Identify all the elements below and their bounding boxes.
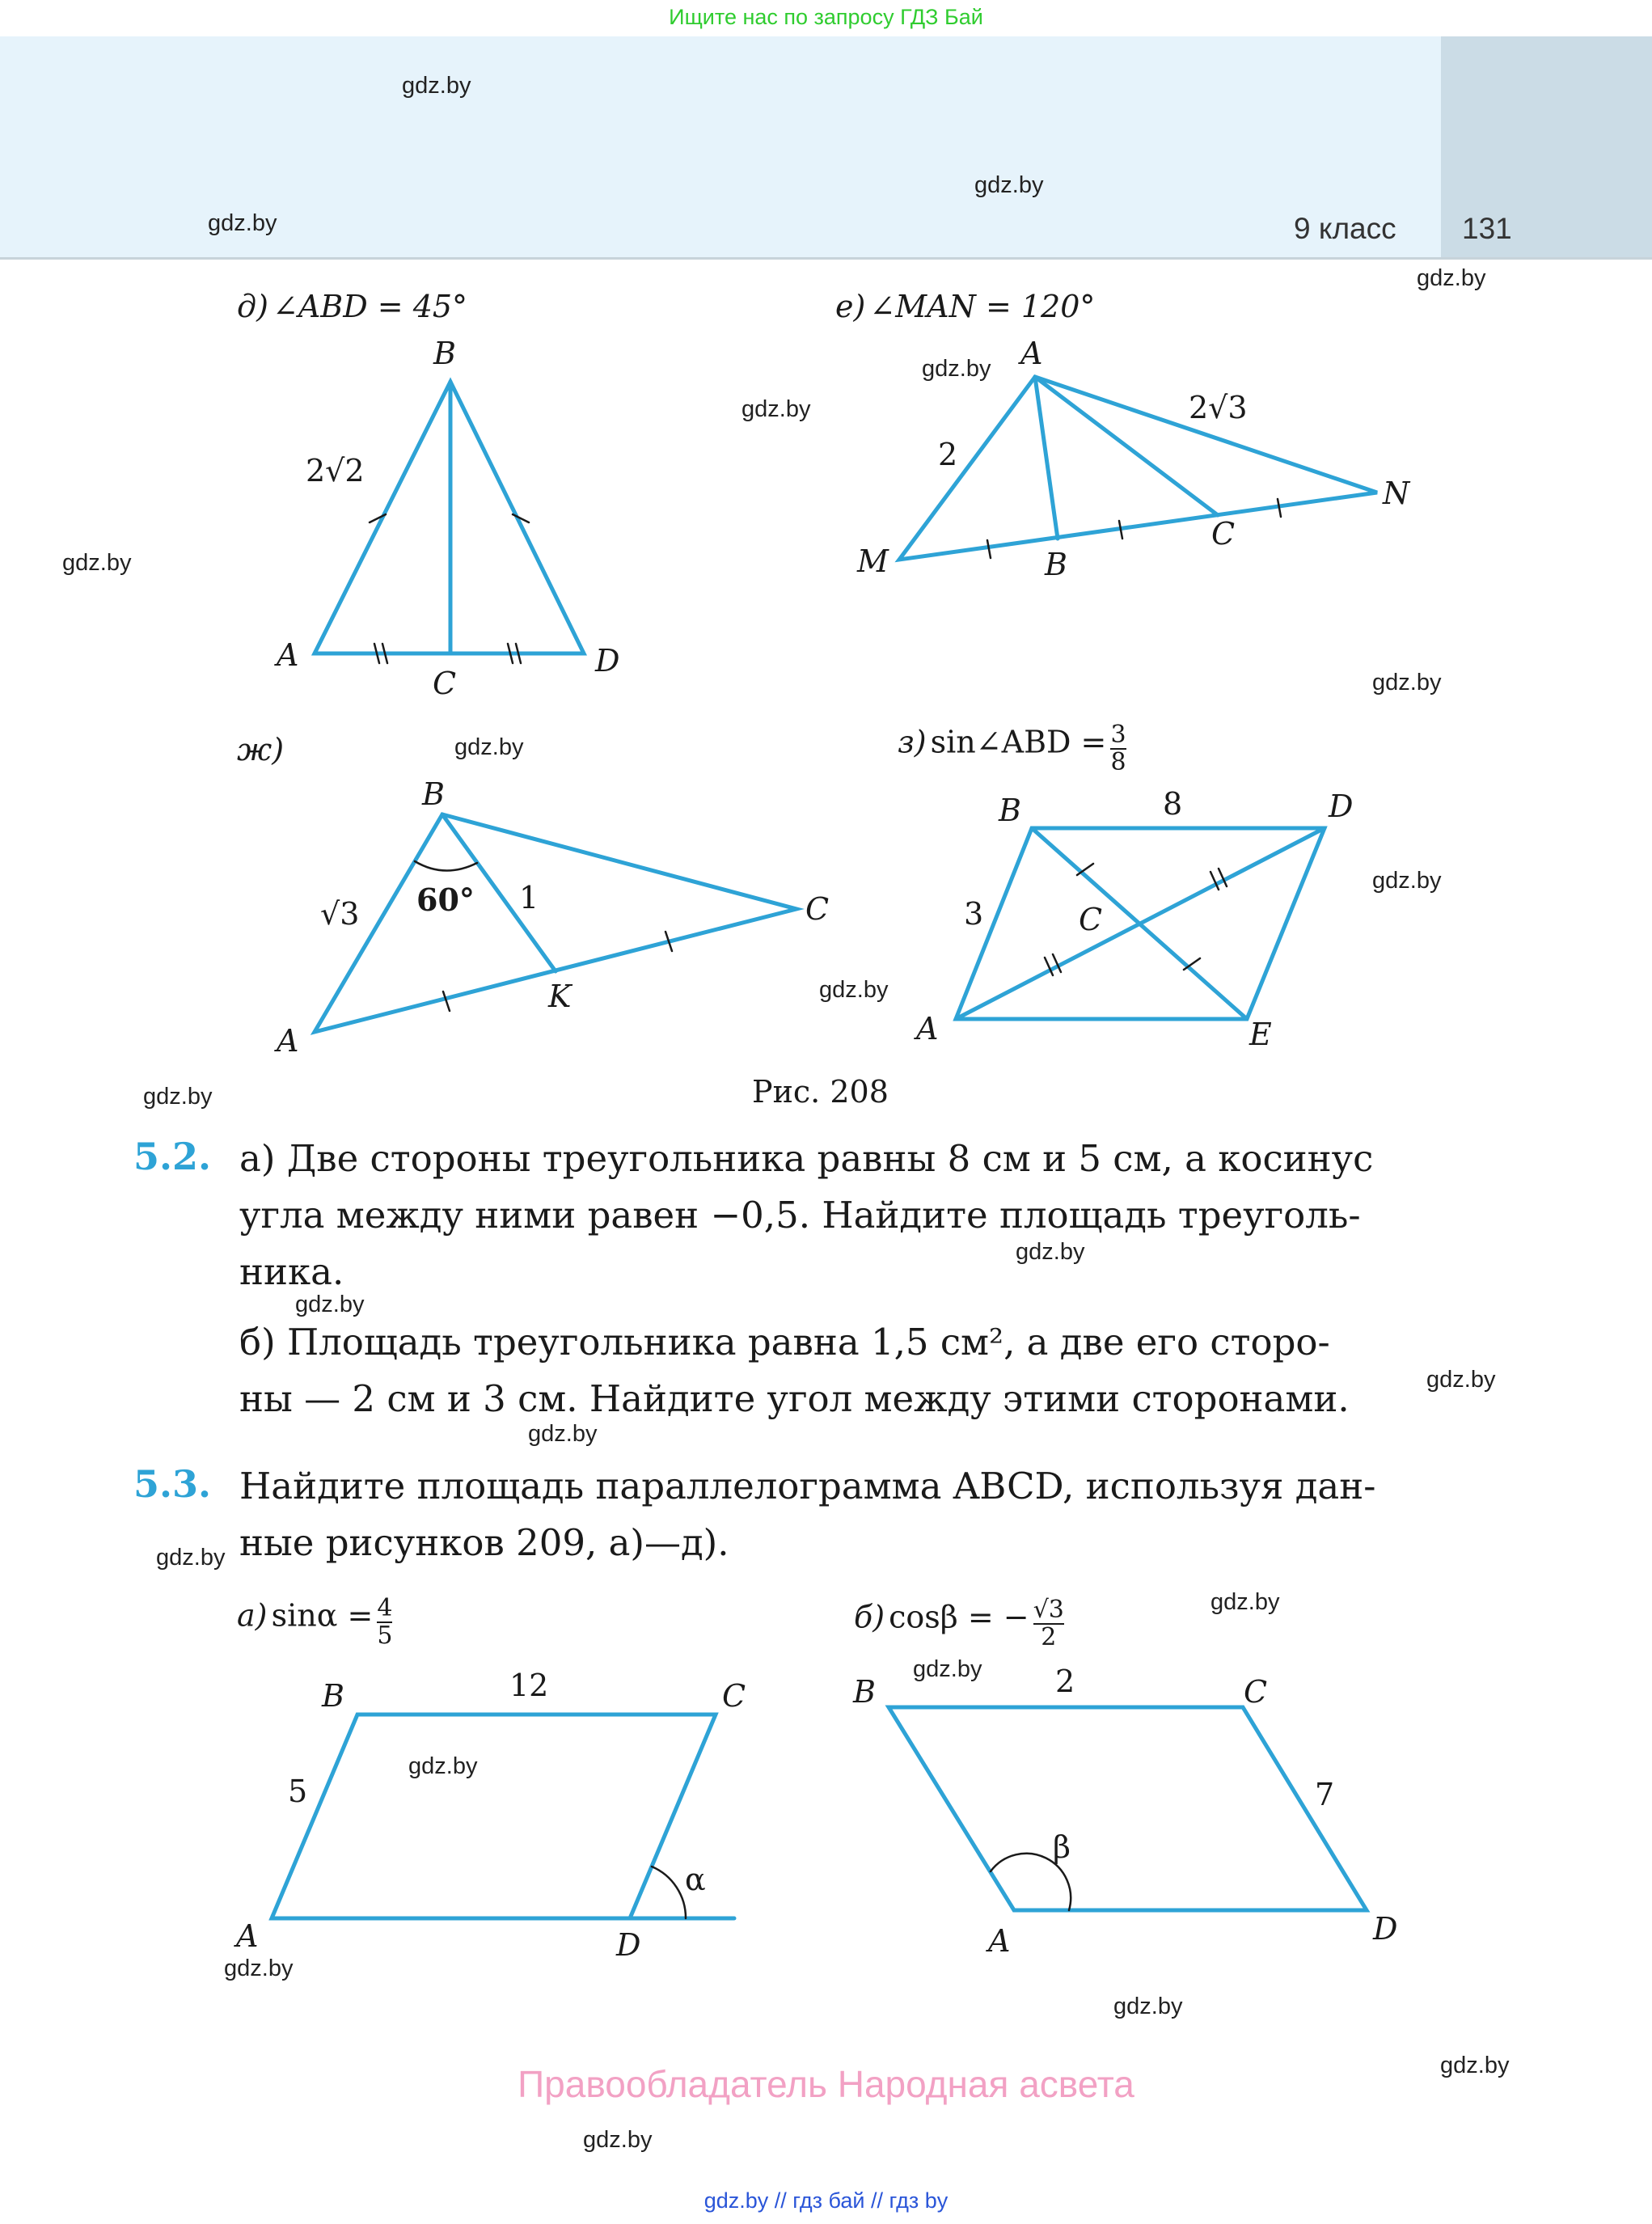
vertex-label: C <box>433 666 457 701</box>
side-length-label: 12 <box>509 1668 549 1703</box>
fig208-e-caption: е) ∠MAN = 120° <box>835 289 1096 324</box>
vertex-label: K <box>548 979 572 1014</box>
angle-alpha-arc <box>652 1867 686 1918</box>
watermark: gdz.by <box>741 396 811 422</box>
task-number-5-3: 5.3. <box>133 1462 212 1506</box>
watermark: gdz.by <box>295 1292 365 1317</box>
fig208-z-caption: з) sin∠ABD = $\frac{3}{8}$ <box>898 721 1126 776</box>
task-5-3-text <box>239 1458 1444 1571</box>
vertex-label: D <box>1329 789 1354 824</box>
fig209-a-caption: а) $\sin\alpha = \frac{4}{5}$ <box>237 1594 393 1650</box>
angle-label: α <box>685 1862 706 1897</box>
fig208-d-caption: д) ∠ABD = 45° <box>237 289 468 324</box>
fraction-numerator: 3 <box>1110 721 1126 749</box>
segment-ab <box>1035 377 1058 539</box>
vertex-label: A <box>988 1923 1011 1959</box>
watermark: gdz.by <box>1372 868 1442 894</box>
task-line: угла между ними равен −0,5. Найдите площадь треуголь- <box>239 1194 1361 1237</box>
vertex-label: C <box>1079 902 1103 937</box>
vertex-label: D <box>1373 1911 1398 1947</box>
vertex-label: B <box>853 1674 876 1710</box>
copyright-holder: Правообладатель Народная асвета <box>518 2063 1134 2105</box>
watermark: gdz.by <box>583 2127 653 2153</box>
side-length-label: 2 <box>938 437 958 472</box>
watermark: gdz.by <box>408 1753 478 1779</box>
vertex-label: A <box>916 1011 939 1046</box>
triangle-man <box>899 377 1377 560</box>
angle-label: 60° <box>416 882 475 918</box>
vertex-label: B <box>999 793 1021 828</box>
task-line: ные рисунков 209, а)—д). <box>239 1521 729 1564</box>
watermark: gdz.by <box>454 734 524 760</box>
bottom-links[interactable]: gdz.by // гдз бай // гдз by <box>703 2188 949 2213</box>
fig209-b-drawing <box>889 1707 1367 1910</box>
watermark: gdz.by <box>62 550 132 576</box>
vertex-label: C <box>1211 516 1236 552</box>
fraction-numerator: √3 <box>1033 1596 1064 1624</box>
side-length-label: 7 <box>1315 1777 1335 1812</box>
fig208-d-drawing <box>315 382 584 663</box>
vertex-label: C <box>805 891 830 927</box>
vertex-label: B <box>1045 547 1067 582</box>
task-line: а) Две стороны треугольника равны 8 см и 5 см, а косинус <box>239 1137 1374 1180</box>
side-length-label: 3 <box>964 896 984 932</box>
vertex-label: D <box>616 1927 641 1963</box>
fig209-a-drawing <box>272 1715 734 1918</box>
vertex-label: M <box>857 543 889 579</box>
figure-208-title: Рис. 208 <box>752 1074 889 1110</box>
side-length-label: 2 <box>1055 1664 1075 1699</box>
watermark: gdz.by <box>528 1421 598 1447</box>
watermark: gdz.by <box>1016 1239 1085 1265</box>
side-length-label: 1 <box>519 880 539 915</box>
fraction-numerator: 4 <box>377 1594 393 1622</box>
vertex-label: N <box>1383 476 1410 511</box>
fig208-z-drawing <box>956 828 1325 1019</box>
watermark: gdz.by <box>402 73 471 99</box>
side-length-label: 2√2 <box>306 453 365 488</box>
watermark: gdz.by <box>1426 1367 1496 1393</box>
vertex-label: A <box>277 1023 299 1059</box>
grade-label: 9 класс <box>1294 212 1396 245</box>
vertex-label: A <box>1020 336 1043 371</box>
watermark: gdz.by <box>143 1084 213 1110</box>
watermark: gdz.by <box>922 356 991 382</box>
task-line: ника. <box>239 1250 344 1293</box>
vertex-label: A <box>236 1918 259 1954</box>
watermark: gdz.by <box>156 1545 226 1571</box>
watermark: gdz.by <box>974 172 1044 198</box>
side-length-label: 5 <box>288 1774 308 1809</box>
fig208-e-drawing <box>899 377 1377 560</box>
vertex-label: B <box>433 336 456 371</box>
vertex-label: E <box>1249 1017 1272 1052</box>
fig209-b-caption: б) cosβ = − $\frac{√3}{2}$ <box>854 1596 1064 1651</box>
vertex-label: B <box>322 1678 344 1714</box>
vertex-label: D <box>595 643 620 679</box>
top-banner: Ищите нас по запросу ГДЗ Бай <box>669 5 983 29</box>
watermark: gdz.by <box>1210 1589 1280 1615</box>
diagonal-ad <box>956 828 1325 1019</box>
task-line: Найдите площадь параллелограмма ABCD, используя дан- <box>239 1465 1376 1507</box>
vertex-label: B <box>422 776 445 812</box>
page-number: 131 <box>1462 212 1512 245</box>
watermark: gdz.by <box>1113 1994 1183 2019</box>
parallelogram-abcd <box>889 1707 1367 1910</box>
watermark: gdz.by <box>208 210 277 236</box>
side-length-label: 2√3 <box>1189 390 1248 425</box>
parallelogram-abcd <box>272 1715 716 1918</box>
vertex-label: A <box>277 637 299 673</box>
watermark: gdz.by <box>224 1956 294 1981</box>
watermark: gdz.by <box>1440 2053 1510 2078</box>
watermark: gdz.by <box>1372 670 1442 696</box>
task-line: б) Площадь треугольника равна 1,5 см², а две его сторо- <box>239 1321 1330 1364</box>
watermark: gdz.by <box>819 977 889 1003</box>
watermark: gdz.by <box>913 1656 982 1682</box>
task-line: ны — 2 см и 3 см. Найдите угол между этими сторонами. <box>239 1377 1350 1420</box>
vertex-label: C <box>722 1678 746 1714</box>
angle-arc <box>415 861 477 871</box>
fraction-denominator: 2 <box>1033 1623 1064 1651</box>
fraction-denominator: 8 <box>1110 748 1126 776</box>
vertex-label: C <box>1244 1674 1268 1710</box>
side-length-label: 8 <box>1163 786 1183 822</box>
angle-label: β <box>1053 1829 1071 1865</box>
task-number-5-2: 5.2. <box>133 1135 212 1178</box>
watermark: gdz.by <box>1417 265 1486 291</box>
fraction-denominator: 5 <box>377 1621 393 1650</box>
task-5-2-text <box>239 1131 1444 1427</box>
side-length-label: √3 <box>320 896 360 932</box>
fig208-zh-caption: ж) <box>237 732 285 767</box>
